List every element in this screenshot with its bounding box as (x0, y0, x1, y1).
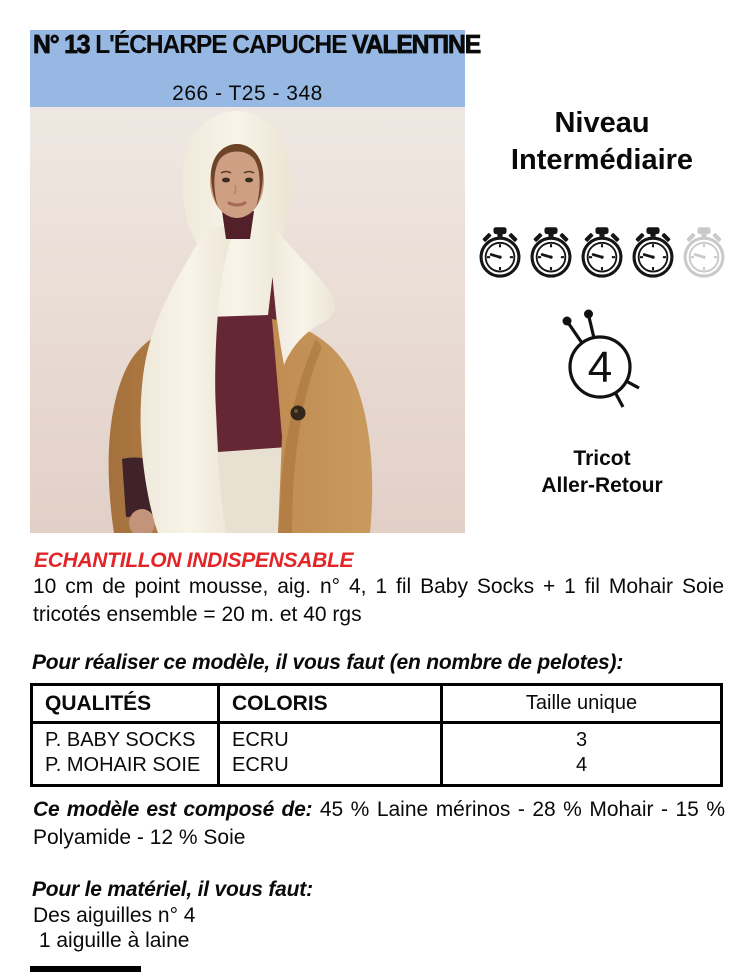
composition-text: 45 % Laine mérinos - 28 % Mohair - 15 % Polyamide - 12 % Soie (33, 798, 725, 849)
quality-cell (32, 723, 219, 786)
level-heading (462, 105, 742, 179)
stopwatch-icon (630, 227, 676, 279)
quality-mohair-soie: P. MOHAIR SOIE (45, 754, 201, 776)
stopwatch-icon (681, 227, 727, 279)
level-line1: Niveau (554, 107, 650, 139)
composition-label: Ce modèle est composé de: (33, 798, 313, 821)
quality-baby-socks: P. BABY SOCKS (45, 729, 196, 751)
coloris-cell (219, 723, 442, 786)
qty-mohair-soie: 4 (575, 754, 588, 776)
qty-baby-socks: 3 (575, 729, 588, 751)
model-photo (30, 107, 465, 533)
stopwatch-icon (528, 227, 574, 279)
level-line2: Intermédiaire (510, 144, 694, 176)
composition-paragraph (33, 796, 725, 852)
gauge-heading: ECHANTILLON INDISPENSABLE (34, 549, 354, 572)
technique-line2: Aller-Retour (541, 474, 663, 497)
stopwatch-icon (477, 227, 523, 279)
model-photo-illustration (30, 107, 465, 533)
technique-line1: Tricot (573, 447, 631, 470)
yarn-weight-number: 4 (587, 343, 613, 392)
materials-table (30, 683, 723, 787)
quantity-cell (442, 723, 722, 786)
photo-eye-right (245, 178, 253, 183)
column-header-taille: Taille unique (442, 685, 722, 723)
technique-label (462, 445, 742, 499)
table-body-row (32, 723, 722, 786)
difficulty-rating (462, 227, 742, 279)
stopwatch-icon (579, 227, 625, 279)
right-column (462, 105, 742, 499)
header-band (30, 29, 481, 107)
coloris-mohair-soie: ECRU (232, 754, 289, 776)
next-section-bar-partial (30, 966, 141, 972)
photo-coat-button (291, 406, 306, 421)
photo-coat-button-highlight (294, 409, 298, 413)
pattern-number: N° 13 (33, 29, 90, 59)
column-header-coloris: COLORIS (219, 685, 442, 723)
tools-heading: Pour le matériel, il vous faut: (32, 878, 313, 901)
coloris-baby-socks: ECRU (232, 729, 289, 751)
column-header-qualites: QUALITÉS (32, 685, 219, 723)
pattern-reference: 266 - T25 - 348 (172, 82, 323, 105)
pattern-title (33, 30, 480, 58)
tool-item-needles: Des aiguilles n° 4 (33, 904, 196, 927)
yarn-weight-badge (462, 307, 742, 417)
materials-intro: Pour réaliser ce modèle, il vous faut (en nombre de pelotes): (32, 651, 624, 674)
photo-eye-left (222, 178, 230, 183)
pattern-name: L'ÉCHARPE CAPUCHE (95, 29, 347, 59)
pattern-model-name: VALENTINE (352, 29, 481, 59)
yarn-ball-icon (542, 307, 662, 417)
gauge-text: 10 cm de point mousse, aig. n° 4, 1 fil Baby Socks + 1 fil Mohair Soie tricotés ensemble = 20 m. et 40 rgs (33, 575, 724, 626)
tool-item-wool-needle: 1 aiguille à laine (33, 929, 190, 952)
table-header-row (32, 685, 722, 723)
